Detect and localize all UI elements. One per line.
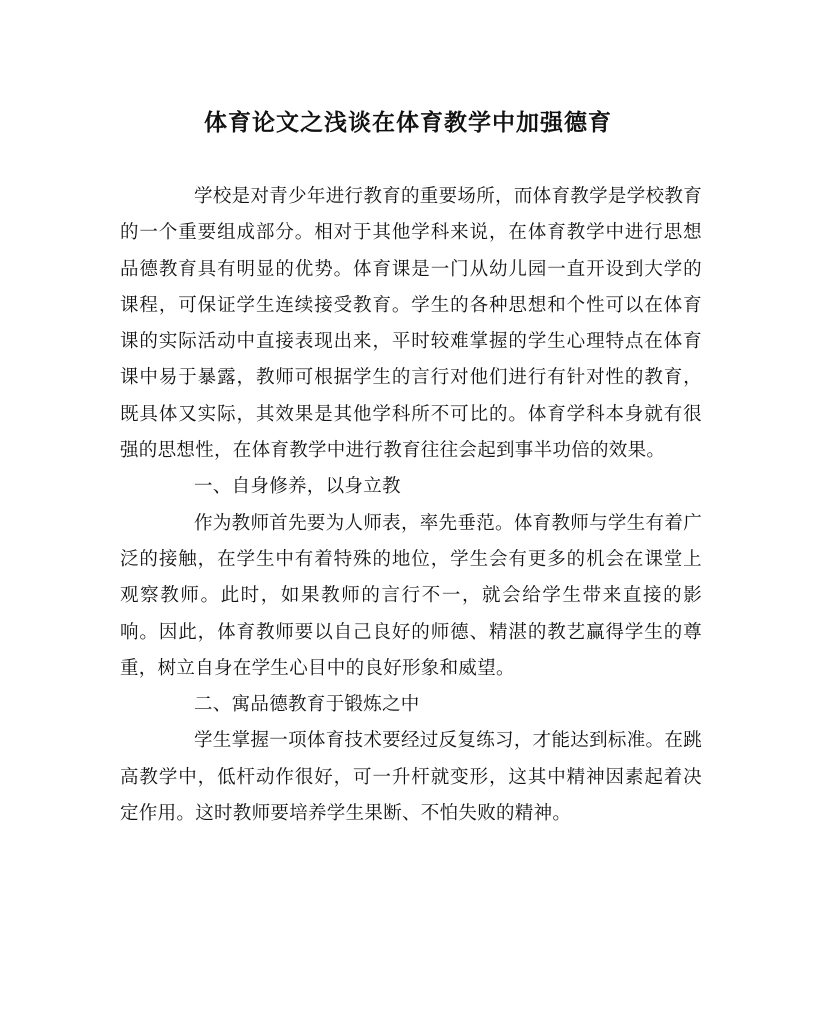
section-heading-1: 一、自身修养，以身立教 (194, 476, 401, 498)
document-title: 体育论文之浅谈在体育教学中加强德育 (204, 109, 612, 136)
document-body (120, 179, 702, 832)
intro-paragraph: 学校是对青少年进行教育的重要场所，而体育教学是学校教育的一个重要组成部分。相对于其他学科来说，在体育教学中进行思想品德教育具有明显的优势。体育课是一门从幼儿园一直开设到大学的课程，可保证学生连续接受教育。学生的各种思想和个性可以在体育课的实际活动中直接表现出来，平时较难掌握的学生心理特点在体育课中易于暴露，教师可根据学生的言行对他们进行有针对性的教育，既具体又实际，其效果是其他学科所不可比的。体育学科本身就有很强的思想性，在体育教学中进行教育往往会起到事半功倍的效果。 (120, 186, 702, 462)
section-heading-2: 二、寓品德教育于锻炼之中 (194, 694, 420, 716)
section-2-paragraph: 学生掌握一项体育技术要经过反复练习，才能达到标准。在跳高教学中，低杆动作很好，可一升杆就变形，这其中精神因素起着决定作用。这时教师要培养学生果断、不怕失败的精神。 (120, 730, 702, 825)
section-1-paragraph: 作为教师首先要为人师表，率先垂范。体育教师与学生有着广泛的接触，在学生中有着特殊的地位，学生会有更多的机会在课堂上观察教师。此时，如果教师的言行不一，就会给学生带来直接的影响。因此，体育教师要以自己良好的师德、精湛的教艺赢得学生的尊重，树立自身在学生心目中的良好形象和威望。 (120, 512, 702, 679)
